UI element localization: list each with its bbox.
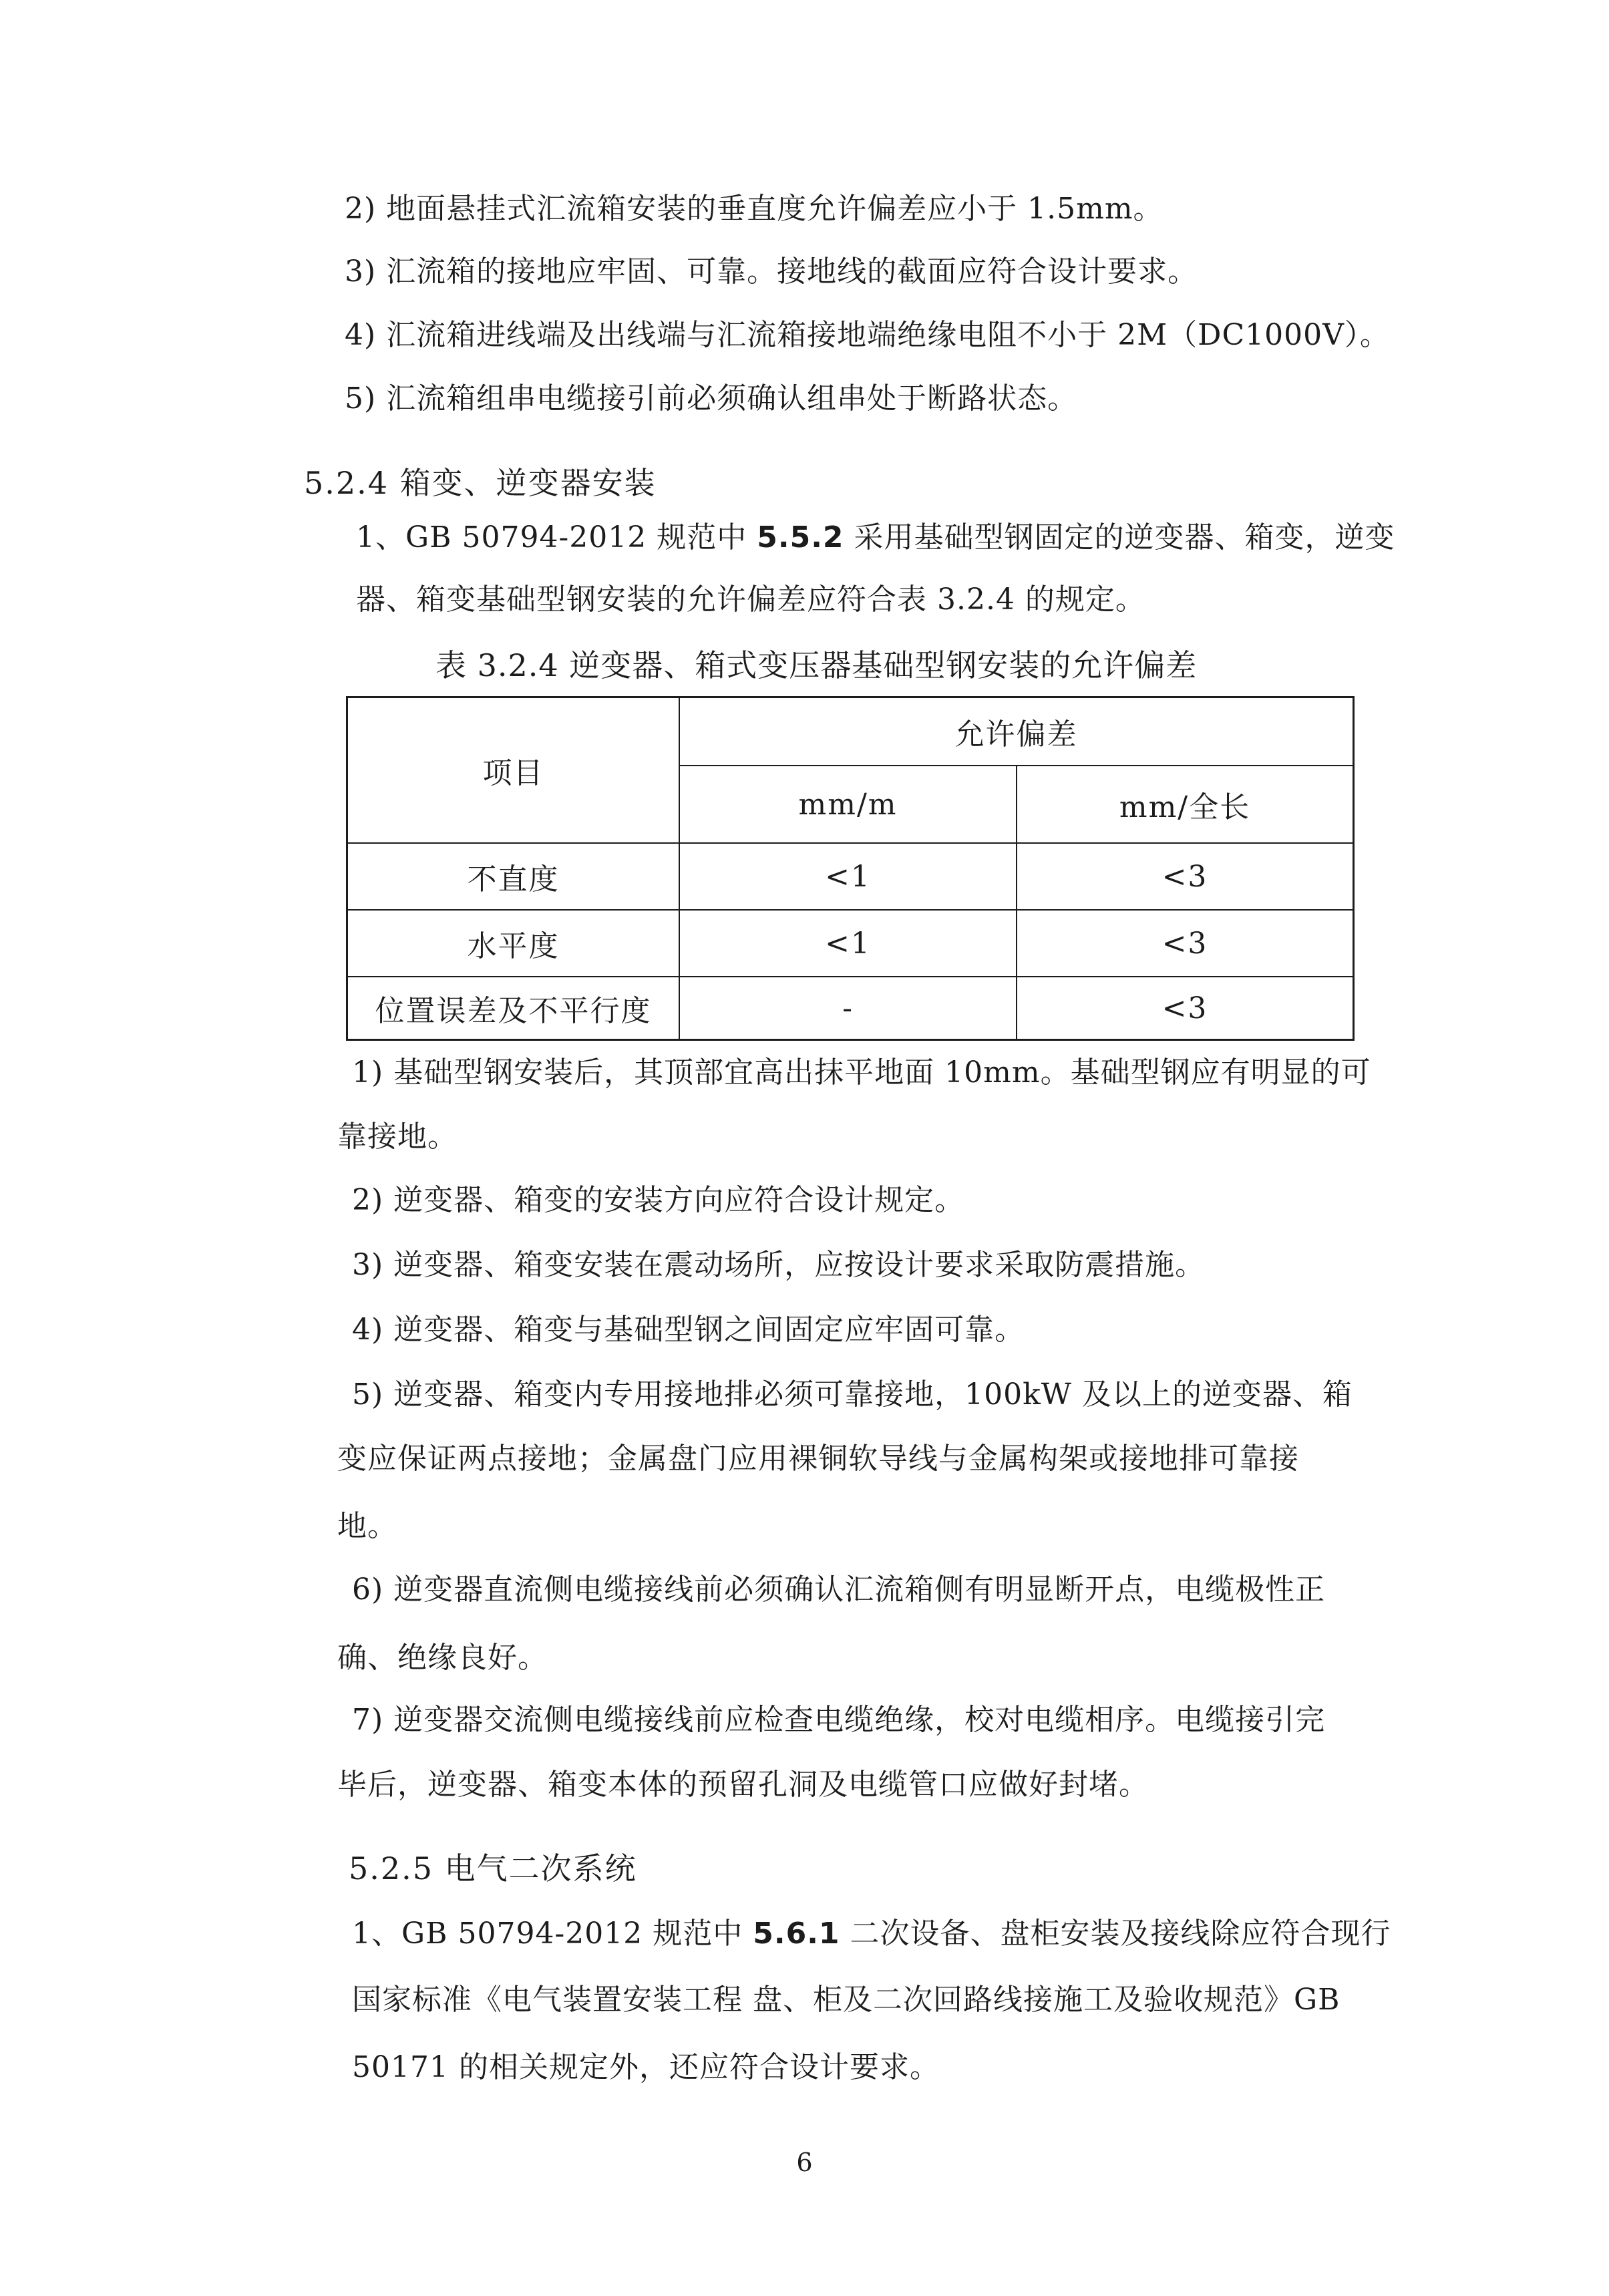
list-item-2: 2) 地面悬挂式汇流箱安装的垂直度允许偏差应小于 1.5mm。	[345, 192, 1164, 226]
header-allowed-deviation: 允许偏差	[680, 698, 1353, 766]
table-caption: 表 3.2.4 逆变器、箱式变压器基础型钢安装的允许偏差	[435, 647, 1198, 683]
header-col-mm-per-m: mm/m	[680, 766, 1017, 844]
list-item-4: 4) 汇流箱进线端及出线端与汇流箱接地端绝缘电阻不小于 2M（DC1000V）。	[345, 318, 1390, 352]
row-value-full-length: <3	[1017, 844, 1353, 911]
row-value-mm-per-m: <1	[680, 844, 1017, 911]
list-item-7b-line1: 7) 逆变器交流侧电缆接线前应检查电缆绝缘，校对电缆相序。电缆接引完	[352, 1703, 1326, 1737]
clause-reference: 5.5.2	[757, 520, 844, 554]
page-number: 6	[796, 2148, 813, 2177]
row-item: 不直度	[348, 844, 680, 911]
section-heading-5-2-4: 5.2.4 箱变、逆变器安装	[304, 465, 657, 501]
list-item-1-line2: 靠接地。	[337, 1120, 458, 1154]
list-item-3b: 3) 逆变器、箱变安装在震动场所，应按设计要求采取防震措施。	[352, 1248, 1206, 1282]
clause-reference: 5.6.1	[753, 1917, 840, 1951]
row-item: 位置误差及不平行度	[348, 977, 680, 1039]
row-value-mm-per-m: -	[680, 977, 1017, 1039]
list-item-4b: 4) 逆变器、箱变与基础型钢之间固定应牢固可靠。	[352, 1313, 1025, 1347]
paragraph-text: 1、GB 50794-2012 规范中	[352, 1917, 753, 1951]
list-item-5b-line1: 5) 逆变器、箱变内专用接地排必须可靠接地，100kW 及以上的逆变器、箱	[352, 1377, 1353, 1412]
paragraph-5-2-4-line1	[356, 518, 1395, 558]
paragraph-text: 1、GB 50794-2012 规范中	[356, 520, 757, 554]
header-col-mm-full-length: mm/全长	[1017, 766, 1353, 844]
paragraph-5-2-5-line3: 50171 的相关规定外，还应符合设计要求。	[352, 2050, 940, 2084]
list-item-2b: 2) 逆变器、箱变的安装方向应符合设计规定。	[352, 1183, 965, 1217]
row-value-mm-per-m: <1	[680, 911, 1017, 977]
list-item-1-line1: 1) 基础型钢安装后，其顶部宜高出抹平地面 10mm。基础型钢应有明显的可	[352, 1055, 1371, 1090]
row-item: 水平度	[348, 911, 680, 977]
header-item: 项目	[348, 698, 680, 844]
paragraph-5-2-5-line1	[352, 1914, 1391, 1954]
list-item-5: 5) 汇流箱组串电缆接引前必须确认组串处于断路状态。	[345, 381, 1078, 416]
list-item-6b-line2: 确、绝缘良好。	[337, 1641, 548, 1675]
section-heading-5-2-5: 5.2.5 电气二次系统	[349, 1850, 637, 1887]
list-item-3: 3) 汇流箱的接地应牢固、可靠。接地线的截面应符合设计要求。	[345, 255, 1198, 289]
paragraph-5-2-5-line2: 国家标准《电气装置安装工程 盘、柜及二次回路线接施工及验收规范》GB	[352, 1983, 1340, 2017]
paragraph-text: 二次设备、盘柜安装及接线除应符合现行	[840, 1917, 1391, 1951]
list-item-5b-line3: 地。	[337, 1509, 397, 1543]
list-item-7b-line2: 毕后，逆变器、箱变本体的预留孔洞及电缆管口应做好封堵。	[337, 1768, 1149, 1802]
row-value-full-length: <3	[1161, 991, 1208, 1025]
list-item-6b-line1: 6) 逆变器直流侧电缆接线前必须确认汇流箱侧有明显断开点，电缆极性正	[352, 1573, 1326, 1607]
tolerance-table	[346, 696, 1355, 1041]
paragraph-text: 采用基础型钢固定的逆变器、箱变，逆变	[844, 520, 1395, 554]
list-item-5b-line2: 变应保证两点接地；金属盘门应用裸铜软导线与金属构架或接地排可靠接	[337, 1442, 1299, 1476]
paragraph-5-2-4-line2: 器、箱变基础型钢安装的允许偏差应符合表 3.2.4 的规定。	[356, 583, 1145, 617]
row-value-full-length: <3	[1017, 911, 1353, 977]
